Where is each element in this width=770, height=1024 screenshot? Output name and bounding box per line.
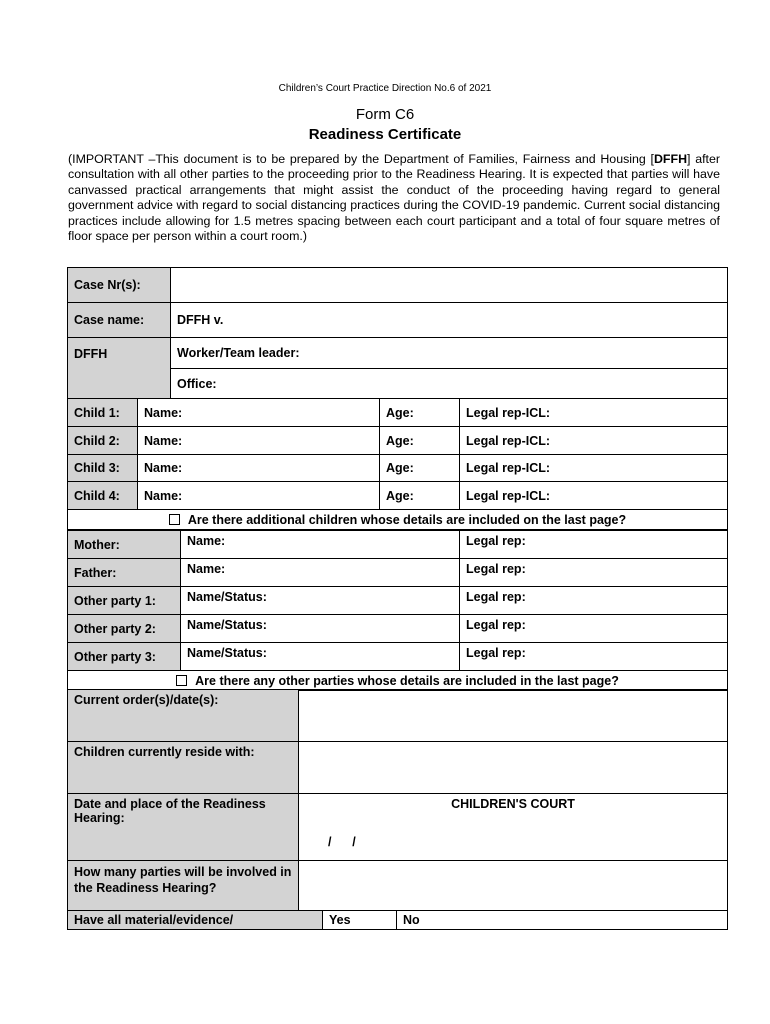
party-rep-field[interactable]: Legal rep: [460, 643, 728, 671]
office-field[interactable]: Office: [171, 369, 728, 399]
party-rep-field[interactable]: Legal rep: [460, 587, 728, 615]
party-label: Mother: [68, 531, 181, 559]
materials-no-option[interactable]: No [397, 911, 728, 930]
party-name-field[interactable]: Name/Status: [181, 643, 460, 671]
hearing-details-table [67, 689, 728, 930]
party-label: Other party 1: [68, 587, 181, 615]
how-many-parties-field[interactable] [299, 861, 728, 911]
child-row [68, 399, 728, 427]
case-nr-field[interactable] [171, 268, 728, 303]
other-parties-row [68, 671, 728, 691]
party-name-field[interactable]: Name: [181, 531, 460, 559]
party-row [68, 615, 728, 643]
child-rep-field[interactable]: Legal rep-ICL: [460, 399, 728, 427]
child-label: Child 3: [68, 455, 138, 482]
case-name-field[interactable]: DFFH v. [171, 303, 728, 338]
notice-dffh: DFFH [653, 152, 688, 166]
child-row [68, 482, 728, 510]
child-name-field[interactable]: Name: [138, 455, 380, 482]
child-rep-field[interactable]: Legal rep-ICL: [460, 427, 728, 455]
party-row [68, 531, 728, 559]
child-label: Child 2: [68, 427, 138, 455]
dffh-label [68, 338, 171, 399]
party-row [68, 643, 728, 671]
child-rep-field[interactable]: Legal rep-ICL: [460, 455, 728, 482]
child-name-field[interactable]: Name: [138, 482, 380, 510]
party-row [68, 559, 728, 587]
parties-table [67, 530, 728, 691]
child-name-field[interactable]: Name: [138, 399, 380, 427]
materials-yes-option[interactable]: Yes [323, 911, 397, 930]
current-orders-field[interactable] [299, 690, 728, 742]
date-place-label: Date and place of the Readiness Hearing: [68, 794, 299, 861]
party-label: Other party 2: [68, 615, 181, 643]
children-table [67, 398, 728, 530]
child-row [68, 427, 728, 455]
reside-with-label: Children currently reside with: [68, 742, 299, 794]
date-place-field[interactable] [299, 794, 728, 861]
party-label: Other party 3: [68, 643, 181, 671]
child-label: Child 1: [68, 399, 138, 427]
how-many-parties-label: How many parties will be involved in the Readiness Hearing? [68, 861, 299, 911]
party-name-field[interactable]: Name/Status: [181, 587, 460, 615]
additional-children-question: Are there additional children whose details are included on the last page? [187, 512, 627, 527]
other-parties-checkbox[interactable] [176, 675, 187, 686]
form-number: Form C6 [355, 106, 415, 123]
child-age-field[interactable]: Age: [380, 399, 460, 427]
current-orders-label: Current order(s)/date(s): [68, 690, 299, 742]
child-rep-field[interactable]: Legal rep-ICL: [460, 482, 728, 510]
important-notice [68, 152, 720, 244]
child-age-field[interactable]: Age: [380, 427, 460, 455]
other-parties-question: Are there any other parties whose details are included in the last page? [195, 673, 619, 688]
court-name: CHILDREN'S COURT [451, 797, 575, 811]
additional-children-row [68, 510, 728, 530]
child-row [68, 455, 728, 482]
party-name-field[interactable]: Name: [181, 559, 460, 587]
case-nr-label: Case Nr(s): [68, 268, 171, 303]
dffh-label-text: DFFH [74, 347, 108, 361]
party-rep-field[interactable]: Legal rep: [460, 531, 728, 559]
party-rep-field[interactable]: Legal rep: [460, 559, 728, 587]
notice-text-1: (IMPORTANT –This document is to be prepared by the Department of Families, Fairness and Housing [ [68, 152, 654, 166]
party-label: Father: [68, 559, 181, 587]
materials-question-label: Have all material/evidence/ [68, 911, 323, 930]
child-age-field[interactable]: Age: [380, 482, 460, 510]
notice-text-2: ] after consultation with all other parties to the proceeding prior to the Readiness Hearing. It is expected that parties will have canvassed practical arrangements that might assist the conduct of the proceeding having regard to general government advice with regard to social distancing practices during the COVID-19 pandemic. Current social distancing practices include allowing for 1.5 metres spacing between each court participant and a total of four square metres of floor space per person within a court room.) [68, 152, 720, 244]
child-age-field[interactable]: Age: [380, 455, 460, 482]
party-name-field[interactable]: Name/Status: [181, 615, 460, 643]
reside-with-field[interactable] [299, 742, 728, 794]
additional-children-checkbox[interactable] [169, 514, 180, 525]
child-name-field[interactable]: Name: [138, 427, 380, 455]
hearing-date-slashes: / / [328, 835, 356, 849]
child-label: Child 4: [68, 482, 138, 510]
party-rep-field[interactable]: Legal rep: [460, 615, 728, 643]
case-name-label: Case name: [68, 303, 171, 338]
form-title: Readiness Certificate [308, 126, 462, 143]
party-row [68, 587, 728, 615]
worker-field[interactable]: Worker/Team leader: [171, 338, 728, 369]
page-header: Children’s Court Practice Direction No.6 of 2021 [278, 83, 492, 94]
case-details-table [67, 267, 728, 399]
